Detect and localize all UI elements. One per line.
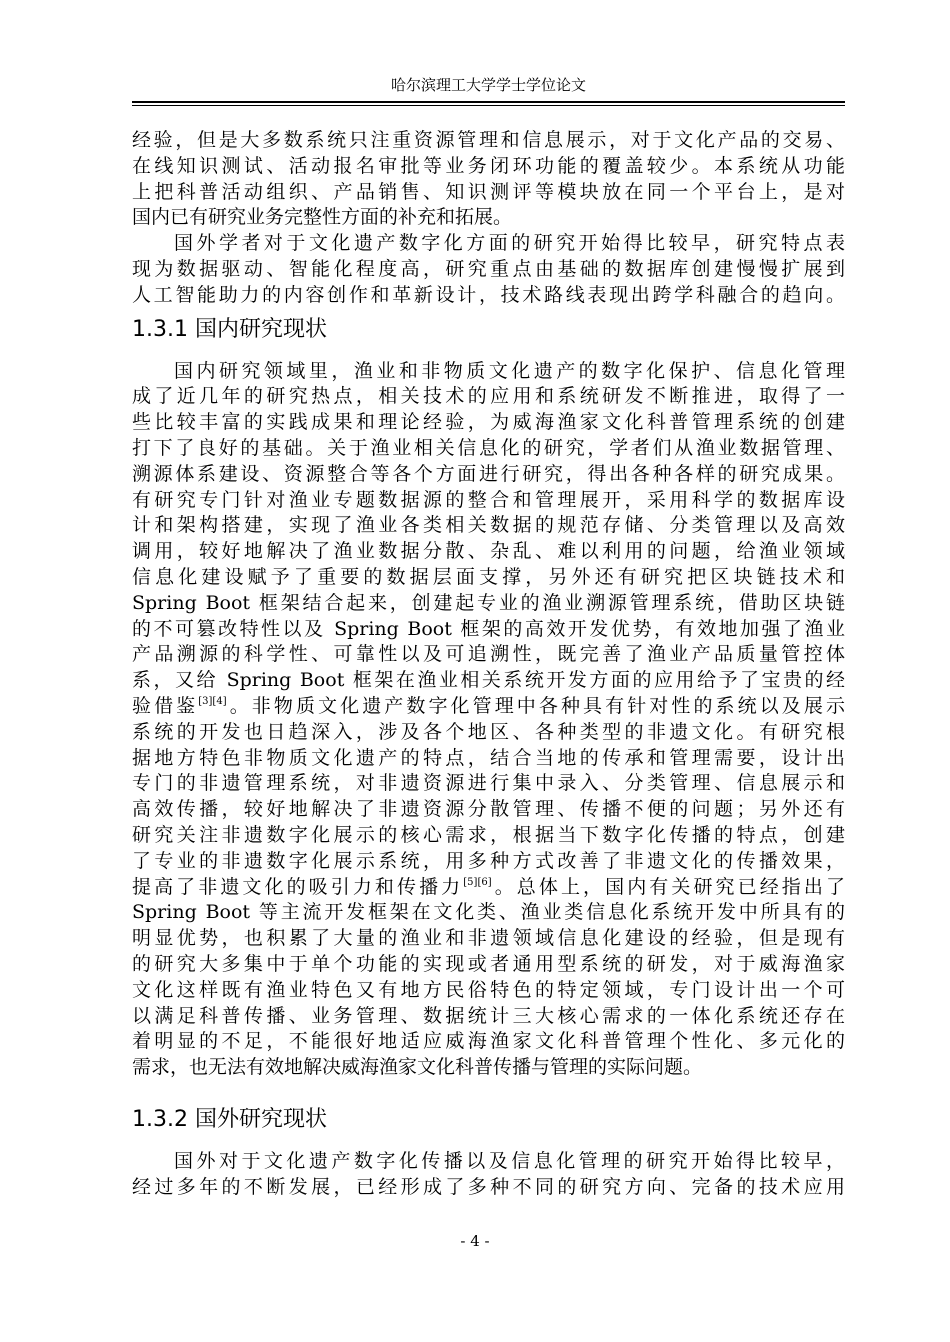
- text-line: 以满足科普传播、业务管理、数据统计三大核心需求的一体化系统还存在: [132, 1004, 845, 1027]
- paragraph-4: [132, 1149, 845, 1201]
- text-line: 国外对于文化遗产数字化传播以及信息化管理的研究开始得比较早，: [174, 1149, 845, 1172]
- paragraph-3-end: [132, 900, 845, 1081]
- text-line: 高效传播，较好地解决了非遗资源分散管理、传播不便的问题；另外还有: [132, 798, 845, 821]
- running-header: 哈尔滨理工大学学士学位论文: [390, 76, 586, 94]
- paragraph-3-line-citation-2: [132, 875, 845, 901]
- section-heading-1-3-1: 1.3.1 国内研究现状: [132, 316, 327, 342]
- text-line: 成了近几年的研究热点，相关技术的应用和系统研发不断推进，取得了一: [132, 385, 845, 408]
- text-line: 计和架构搭建，实现了渔业各类相关数据的规范存储、分类管理以及高效: [132, 514, 845, 537]
- text-line: 明显优势，也积累了大量的渔业和非遗领域信息化建设的经验，但是现有: [132, 927, 845, 950]
- text-segment: 。非物质文化遗产数字化管理中各种具有针对性的系统以及展示: [226, 694, 845, 717]
- text-line: 在线知识测试、活动报名审批等业务闭环功能的覆盖较少。本系统从功能: [132, 154, 845, 177]
- text-line: 溯源体系建设、资源整合等各个方面进行研究，得出各种各样的研究成果。: [132, 462, 845, 485]
- paragraph-3: [132, 359, 845, 694]
- text-line: 国内已有研究业务完整性方面的补充和拓展。: [132, 206, 513, 229]
- text-line: 上把科普活动组织、产品销售、知识测评等模块放在同一个平台上，是对: [132, 180, 845, 203]
- text-line: 的研究大多集中于单个功能的实现或者通用型系统的研发，对于威海渔家: [132, 952, 845, 975]
- text-line: 系统的开发也日趋深入，涉及各个地区、各种类型的非遗文化。有研究根: [132, 720, 845, 743]
- paragraph-1: [132, 128, 845, 231]
- text-line: 调用，较好地解决了渔业数据分散、杂乱、难以利用的问题，给渔业领域: [132, 540, 845, 563]
- text-line: 研究关注非遗数字化展示的核心需求，根据当下数字化传播的特点，创建: [132, 823, 845, 846]
- text-line: 有研究专门针对渔业专题数据源的整合和管理展开，采用科学的数据库设: [132, 488, 845, 511]
- text-line: 需求，也无法有效地解决威海渔家文化科普传播与管理的实际问题。: [132, 1056, 703, 1079]
- text-line: 据地方特色非物质文化遗产的特点，结合当地的传承和管理需要，设计出: [132, 746, 845, 769]
- citation-5-6: [5][6]: [463, 876, 492, 888]
- text-line: 经过多年的不断发展，已经形成了多种不同的研究方向、完备的技术应用: [132, 1175, 845, 1198]
- text-line: Spring Boot 等主流开发框架在文化类、渔业类信息化系统开发中所具有的: [132, 901, 845, 924]
- text-line: 信息化建设赋予了重要的数据层面支撑，另外还有研究把区块链技术和: [132, 565, 845, 588]
- page-body: [132, 128, 845, 1200]
- text-line: 国内研究领域里，渔业和非物质文化遗产的数字化保护、信息化管理: [174, 359, 845, 382]
- text-line: 些比较丰富的实践成果和理论经验，为威海渔家文化科普管理系统的创建: [132, 411, 845, 434]
- text-line: Spring Boot 框架结合起来，创建起专业的渔业溯源管理系统，借助区块链: [132, 591, 845, 614]
- paragraph-2: [132, 231, 845, 308]
- text-line: 经验，但是大多数系统只注重资源管理和信息展示，对于文化产品的交易、: [132, 129, 845, 151]
- text-line: 了专业的非遗数字化展示系统，用多种方式改善了非遗文化的传播效果，: [132, 849, 845, 872]
- citation-3-4: [3][4]: [198, 695, 227, 707]
- text-segment: 提高了非遗文化的吸引力和传播力: [132, 875, 464, 898]
- text-line: 打下了良好的基础。关于渔业相关信息化的研究，学者们从渔业数据管理、: [132, 436, 845, 459]
- text-line: 现为数据驱动、智能化程度高，研究重点由基础的数据库创建慢慢扩展到: [132, 257, 845, 280]
- text-segment: 。总体上，国内有关研究已经指出了: [491, 875, 845, 898]
- text-line: 专门的非遗管理系统，对非遗资源进行集中录入、分类管理、信息展示和: [132, 772, 845, 795]
- text-line: 国外学者对于文化遗产数字化方面的研究开始得比较早，研究特点表: [174, 232, 845, 255]
- paragraph-3-continued: [132, 720, 845, 875]
- text-segment: 验借鉴: [132, 694, 199, 717]
- text-line: 文化这样既有渔业特色又有地方民俗特色的特定领域，专门设计出一个可: [132, 978, 845, 1001]
- text-line: 人工智能助力的内容创作和革新设计，技术路线表现出跨学科融合的趋向。: [132, 283, 845, 306]
- text-line: 着明显的不足，不能很好地适应威海渔家文化科普管理个性化、多元化的: [132, 1030, 845, 1053]
- header-rule: [132, 101, 845, 106]
- text-line: 产品溯源的科学性、可靠性以及可追溯性，既完善了渔业产品质量管控体: [132, 643, 845, 666]
- text-line: 的不可篡改特性以及 Spring Boot 框架的高效开发优势，有效地加强了渔业: [132, 617, 845, 640]
- page-number: - 4 -: [460, 1232, 490, 1250]
- paragraph-3-line-citation-1: [132, 694, 845, 720]
- section-heading-1-3-2: 1.3.2 国外研究现状: [132, 1106, 327, 1132]
- text-line: 系，又给 Spring Boot 框架在渔业相关系统开发方面的应用给予了宝贵的经: [132, 669, 845, 692]
